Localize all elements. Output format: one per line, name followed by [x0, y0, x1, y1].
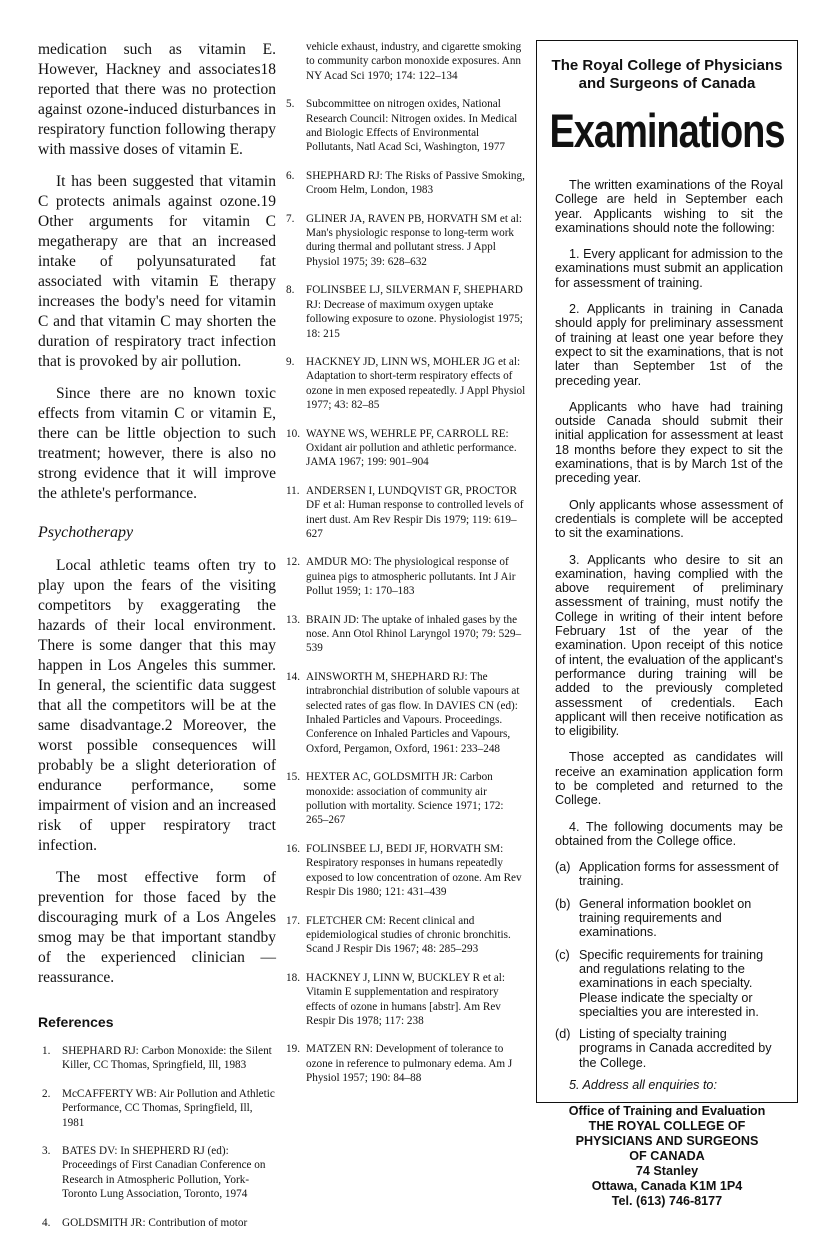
reference-number: 18.	[286, 971, 300, 984]
reference-number: 12.	[286, 556, 300, 569]
reference-text: AINSWORTH M, SHEPHARD RJ: The intrabronchial distribution of soluble vapours at selected rates of gas flow. In DAVIES CN (ed): Inhaled Particles and Vapours. Proceedings. Conference on Inhaled Particles and Vapours, Oxford, Pergamon, Oxford, 1961: 233–248	[306, 670, 520, 755]
reference-number: 17.	[286, 914, 300, 927]
reference-number: 3.	[42, 1145, 51, 1158]
organization-name: The Royal College of Physicians and Surgeons of Canada	[551, 57, 783, 92]
address-line: OF CANADA	[629, 1149, 705, 1164]
reference-item	[286, 169, 526, 198]
reference-text: BATES DV: In SHEPHERD RJ (ed): Proceedings of First Canadian Conference on Research in Atmospheric Pollution, York-Toronto Lung Association, Toronto, 1974	[62, 1145, 266, 1201]
list-text: Application forms for assessment of training.	[579, 860, 779, 889]
reference-item	[286, 555, 526, 598]
list-text: Listing of specialty training programs in Canada accredited by the College.	[579, 1027, 772, 1070]
reference-number: 8.	[286, 284, 295, 297]
reference-number: 4.	[42, 1216, 51, 1229]
list-text: General information booklet on training requirements and examinations.	[579, 896, 752, 940]
reference-text: WAYNE WS, WEHRLE PF, CARROLL RE: Oxidant air pollution and athletic performance. JAMA 1967; 199: 901–904	[306, 427, 517, 469]
document-list-item	[555, 860, 783, 889]
reference-number: 1.	[42, 1045, 51, 1057]
paragraph: Since there are no known toxic effects from vitamin C or vitamin E, there can be little objection to such treatment; however, there is also no strong evidence that it will improve the athlete's performance.	[38, 385, 276, 502]
reference-item	[38, 1044, 276, 1073]
rule-3-candidates: Those accepted as candidates will receive an examination application form to be completed and returned to the College.	[555, 750, 783, 808]
reference-item	[286, 842, 526, 900]
rule-2: 2. Applicants in training in Canada should apply for preliminary assessment of training at least one year before they expect to sit the examinations, that is not later than September 1st of the preceding year.	[555, 302, 783, 388]
reference-text: ANDERSEN I, LUNDQVIST GR, PROCTOR DF et al: Human response to controlled levels of inert dust. Am Rev Respir Dis 1979; 119: 619–627	[306, 484, 524, 540]
reference-item	[286, 283, 526, 341]
reference-number: 6.	[286, 169, 295, 182]
list-text: Specific requirements for training and regulations relating to the examinations in each specialty. Please indicate the specialty or specialties you are interested in.	[579, 947, 764, 1019]
list-label: (c)	[555, 947, 570, 962]
examinations-title: Examinations	[549, 105, 785, 159]
reference-item	[286, 971, 526, 1029]
reference-item	[286, 484, 526, 542]
royal-college-advertisement	[536, 40, 798, 1209]
reference-continuation	[286, 40, 526, 83]
left-column	[38, 40, 276, 1244]
intro-paragraph: The written examinations of the Royal College are held in September each year. Applicants wishing to sit the examinations should note the following:	[555, 178, 783, 235]
reference-number: 2.	[42, 1087, 51, 1100]
reference-item	[286, 97, 526, 155]
rule-4: 4. The following documents may be obtained from the College office.	[555, 819, 783, 848]
address-line: PHYSICIANS AND SURGEONS	[575, 1134, 759, 1149]
reference-text: SHEPHARD RJ: Carbon Monoxide: the Silent Killer, CC Thomas, Springfield, Ill, 1983	[62, 1045, 272, 1072]
reference-text: FOLINSBEE LJ, SILVERMAN F, SHEPHARD RJ: Decrease of maximum oxygen uptake following exposure to ozone. Physiologist 1975; 18: 215	[306, 284, 523, 340]
reference-number: 14.	[286, 670, 300, 683]
address-line: Office of Training and Evaluation	[568, 1104, 766, 1119]
reference-text: GOLDSMITH JR: Contribution of motor	[62, 1216, 248, 1229]
reference-number: 11.	[286, 484, 300, 497]
paragraph: The most effective form of prevention for those faced by the discouraging murk of a Los Angeles smog may be that important standby of the experienced clinician — reassurance.	[38, 869, 276, 986]
reference-text: HACKNEY JD, LINN WS, MOHLER JG et al: Adaptation to short-term respiratory effects of ozone in men exposed repeatedly. J Appl Physiol 1977; 43: 82–85	[306, 355, 526, 412]
rule-5: 5. Address all enquiries to:	[569, 1078, 717, 1093]
reference-number: 5.	[286, 98, 295, 111]
address-line: 74 Stanley	[635, 1164, 699, 1179]
reference-item	[286, 212, 526, 270]
reference-number: 7.	[286, 212, 295, 225]
reference-text: McCAFFERTY WB: Air Pollution and Athletic Performance, CC Thomas, Springfield, Ill, 1981	[62, 1087, 275, 1129]
reference-text: SHEPHARD RJ: The Risks of Passive Smoking, Croom Helm, London, 1983	[306, 169, 525, 197]
mailing-address	[547, 1104, 787, 1209]
paragraph: It has been suggested that vitamin C protects animals against ozone.19 Other arguments for vitamin C megatherapy are that an increased intake of polyunsaturated fat associated with vitamin E therapy increases the body's need for vitamin C and that vitamin C may shorten the duration of respiratory tract infection that is provoked by air pollution.	[38, 173, 276, 370]
reference-number: 13.	[286, 613, 300, 626]
rule-3: 3. Applicants who desire to sit an examination, having complied with the above requirement of preliminary assessment of training, must notify the College in writing of their intent before February 1st of the year of the examination. Upon receipt of this notice of intent, the evaluation of the applicant's performance during training will be added to the previously completed assessment of credentials. Each applicant will then receive notification as to eligibility.	[555, 552, 783, 739]
reference-text: GLINER JA, RAVEN PB, HORVATH SM et al: Man's physiologic response to long-term work during thermal and pollutant stress. J Appl Physiol 1975; 39: 628–632	[306, 212, 522, 268]
reference-text: HACKNEY J, LINN W, BUCKLEY R et al: Vitamin E supplementation and respiratory effects of ozone in humans [abstr]. Am Rev Respir Dis 1978; 117: 238	[306, 971, 505, 1027]
list-label: (a)	[555, 860, 571, 875]
reference-number: 15.	[286, 771, 300, 784]
paragraph: medication such as vitamin E. However, Hackney and associates18 reported that there was no protection against ozone-induced disturbances in respiratory function following therapy with massive doses of vitamin E.	[38, 41, 276, 158]
reference-item	[38, 1144, 276, 1202]
reference-item	[38, 1216, 276, 1230]
reference-item	[286, 355, 526, 413]
rule-2-outside-canada: Applicants who have had training outside Canada should submit their initial application for assessment at least 18 months before they expect to sit the examinations, that is by March 1st of the preceding year.	[555, 399, 783, 486]
reference-text: FOLINSBEE LJ, BEDI JF, HORVATH SM: Respiratory responses in humans repeatedly exposed to low concentration of ozone. Am Rev Respir Dis 1980; 121: 431–439	[306, 842, 522, 899]
reference-text: MATZEN RN: Development of tolerance to ozone in reference to pulmonary edema. Am J Physiol 1957; 190: 84–88	[306, 1043, 513, 1085]
paragraph: Local athletic teams often try to play upon the fears of the visiting competitors by exaggerating the hazards of their local environment. There is some danger that this may happen in Los Angeles this summer. In general, the scientific data suggest that all the competitors will be at the same disadvantage.2 Moreover, the worst possible consequences will probably be a slight deterioration of endurance performance, some impairment of vision and an increased risk of upper respiratory tract infection.	[38, 557, 276, 854]
document-list-item	[555, 948, 783, 1019]
reference-number: 9.	[286, 355, 295, 368]
list-label: (b)	[555, 896, 571, 911]
reference-item	[286, 613, 526, 656]
address-line: THE ROYAL COLLEGE OF	[588, 1119, 746, 1134]
list-label: (d)	[555, 1027, 571, 1042]
reference-item	[286, 1042, 526, 1085]
document-list-item	[555, 897, 783, 940]
reference-item	[286, 914, 526, 957]
reference-text: FLETCHER CM: Recent clinical and epidemiological studies of chronic bronchitis. Scand J Respir Dis 1967; 48: 285–293	[306, 914, 511, 956]
references-heading: References	[38, 1014, 114, 1030]
section-heading-psychotherapy: Psychotherapy	[38, 524, 134, 541]
rule-2-credentials: Only applicants whose assessment of credentials is complete will be accepted to sit the examinations.	[555, 497, 783, 541]
document-list-item	[555, 1027, 783, 1070]
reference-text: Subcommittee on nitrogen oxides, National Research Council: Nitrogen oxides. In Medical and Biologic Effects of Environmental Pollutants, Natl Acad Sci, Washington, 1977	[306, 98, 518, 154]
reference-text: AMDUR MO: The physiological response of guinea pigs to atmospheric pollutants. Int J Air Pollut 1959; 1: 170–183	[306, 556, 516, 598]
middle-column	[286, 40, 526, 1100]
reference-item	[286, 670, 526, 756]
reference-number: 16.	[286, 842, 300, 855]
reference-item	[286, 770, 526, 828]
reference-text: HEXTER AC, GOLDSMITH JR: Carbon monoxide: association of community air pollution with mortality. Science 1971; 172: 265–267	[306, 771, 504, 827]
reference-item	[286, 427, 526, 470]
address-line: Ottawa, Canada K1M 1P4	[591, 1179, 743, 1194]
rule-1: 1. Every applicant for admission to the examinations must submit an application for assessment of training.	[555, 247, 783, 290]
reference-text: BRAIN JD: The uptake of inhaled gases by the nose. Ann Otol Rhinol Laryngol 1970; 79: 529–539	[306, 613, 522, 655]
reference-number: 10.	[286, 427, 300, 440]
address-phone: Tel. (613) 746-8177	[611, 1194, 723, 1209]
reference-item	[38, 1087, 276, 1130]
reference-number: 19.	[286, 1043, 300, 1056]
reference-text: vehicle exhaust, industry, and cigarette smoking to community carbon monoxide exposures. Ann NY Acad Sci 1970; 174: 122–134	[306, 41, 522, 82]
